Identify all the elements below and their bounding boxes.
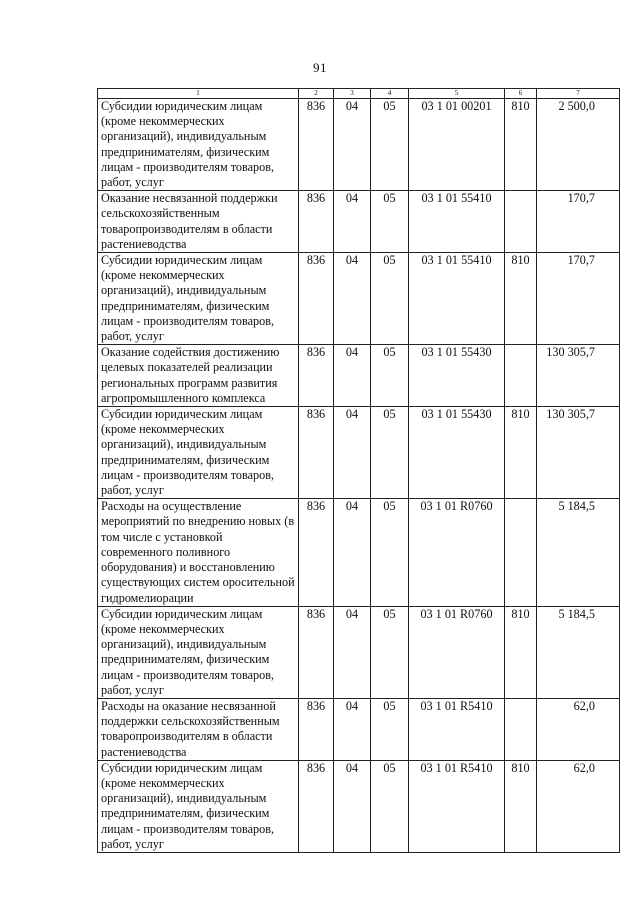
- page-number: 91: [313, 60, 327, 75]
- row-subsection-cell: 05: [371, 698, 409, 760]
- row-name-cell: Субсидии юридическим лицам (кроме некоммерческих организаций), индивидуальным предпринимателям, физическим лицам - производителям товаров, работ, услуг: [98, 760, 299, 852]
- row-subsection-cell: 05: [371, 99, 409, 191]
- row-amount-cell: 5 184,5: [537, 499, 620, 606]
- table-body: [98, 89, 620, 853]
- row-subsection-cell: 05: [371, 407, 409, 499]
- row-amount-cell: 62,0: [537, 698, 620, 760]
- row-name-cell: Субсидии юридическим лицам (кроме некоммерческих организаций), индивидуальным предпринимателям, физическим лицам - производителям товаров, работ, услуг: [98, 99, 299, 191]
- table-row: [98, 191, 620, 253]
- row-section-cell: 04: [334, 407, 371, 499]
- row-grbs-cell: 836: [299, 191, 334, 253]
- table-row: [98, 606, 620, 698]
- row-amount-cell: 170,7: [537, 191, 620, 253]
- row-expense-type-cell: 810: [505, 253, 537, 345]
- row-amount-cell: 130 305,7: [537, 345, 620, 407]
- row-subsection-cell: 05: [371, 760, 409, 852]
- row-target-article-cell: 03 1 01 R0760: [409, 606, 505, 698]
- row-target-article-cell: 03 1 01 R5410: [409, 760, 505, 852]
- row-grbs-cell: 836: [299, 99, 334, 191]
- row-grbs-cell: 836: [299, 407, 334, 499]
- row-target-article-cell: 03 1 01 R5410: [409, 698, 505, 760]
- row-amount-cell: 62,0: [537, 760, 620, 852]
- column-number-row: [98, 89, 620, 99]
- row-grbs-cell: 836: [299, 606, 334, 698]
- table-row: [98, 698, 620, 760]
- row-amount-cell: 5 184,5: [537, 606, 620, 698]
- column-number: 5: [409, 89, 505, 99]
- row-expense-type-cell: [505, 191, 537, 253]
- table-row: [98, 253, 620, 345]
- column-number: 7: [537, 89, 620, 99]
- row-name-cell: Оказание содействия достижению целевых показателей реализации региональных программ развития агропромышленного комплекса: [98, 345, 299, 407]
- budget-table: [97, 88, 620, 853]
- row-expense-type-cell: 810: [505, 407, 537, 499]
- row-grbs-cell: 836: [299, 253, 334, 345]
- row-section-cell: 04: [334, 345, 371, 407]
- row-subsection-cell: 05: [371, 345, 409, 407]
- row-amount-cell: 130 305,7: [537, 407, 620, 499]
- row-target-article-cell: 03 1 01 55410: [409, 191, 505, 253]
- table-row: [98, 760, 620, 852]
- row-expense-type-cell: 810: [505, 760, 537, 852]
- column-number: 4: [371, 89, 409, 99]
- row-amount-cell: 2 500,0: [537, 99, 620, 191]
- table-row: [98, 407, 620, 499]
- row-section-cell: 04: [334, 606, 371, 698]
- row-subsection-cell: 05: [371, 606, 409, 698]
- row-grbs-cell: 836: [299, 345, 334, 407]
- row-section-cell: 04: [334, 99, 371, 191]
- row-section-cell: 04: [334, 760, 371, 852]
- row-name-cell: Расходы на оказание несвязанной поддержки сельскохозяйственным товаропроизводителям в области растениеводства: [98, 698, 299, 760]
- row-expense-type-cell: [505, 698, 537, 760]
- row-target-article-cell: 03 1 01 55430: [409, 345, 505, 407]
- row-grbs-cell: 836: [299, 760, 334, 852]
- row-expense-type-cell: [505, 345, 537, 407]
- row-name-cell: Расходы на осуществление мероприятий по внедрению новых (в том числе с установкой современного поливного оборудования) и восстановлению существующих систем оросительной гидромелиорации: [98, 499, 299, 606]
- column-number: 6: [505, 89, 537, 99]
- row-section-cell: 04: [334, 191, 371, 253]
- row-target-article-cell: 03 1 01 00201: [409, 99, 505, 191]
- column-number: 2: [299, 89, 334, 99]
- row-expense-type-cell: 810: [505, 606, 537, 698]
- row-grbs-cell: 836: [299, 499, 334, 606]
- row-name-cell: Оказание несвязанной поддержки сельскохозяйственным товаропроизводителям в области растениеводства: [98, 191, 299, 253]
- row-section-cell: 04: [334, 499, 371, 606]
- row-subsection-cell: 05: [371, 253, 409, 345]
- table-row: [98, 345, 620, 407]
- row-name-cell: Субсидии юридическим лицам (кроме некоммерческих организаций), индивидуальным предпринимателям, физическим лицам - производителям товаров, работ, услуг: [98, 253, 299, 345]
- row-subsection-cell: 05: [371, 499, 409, 606]
- row-name-cell: Субсидии юридическим лицам (кроме некоммерческих организаций), индивидуальным предпринимателям, физическим лицам - производителям товаров, работ, услуг: [98, 606, 299, 698]
- row-target-article-cell: 03 1 01 R0760: [409, 499, 505, 606]
- row-subsection-cell: 05: [371, 191, 409, 253]
- row-section-cell: 04: [334, 253, 371, 345]
- row-expense-type-cell: [505, 499, 537, 606]
- row-section-cell: 04: [334, 698, 371, 760]
- row-target-article-cell: 03 1 01 55410: [409, 253, 505, 345]
- column-number: 1: [98, 89, 299, 99]
- row-target-article-cell: 03 1 01 55430: [409, 407, 505, 499]
- table-row: [98, 499, 620, 606]
- row-name-cell: Субсидии юридическим лицам (кроме некоммерческих организаций), индивидуальным предпринимателям, физическим лицам - производителям товаров, работ, услуг: [98, 407, 299, 499]
- table-row: [98, 99, 620, 191]
- row-amount-cell: 170,7: [537, 253, 620, 345]
- row-expense-type-cell: 810: [505, 99, 537, 191]
- row-grbs-cell: 836: [299, 698, 334, 760]
- column-number: 3: [334, 89, 371, 99]
